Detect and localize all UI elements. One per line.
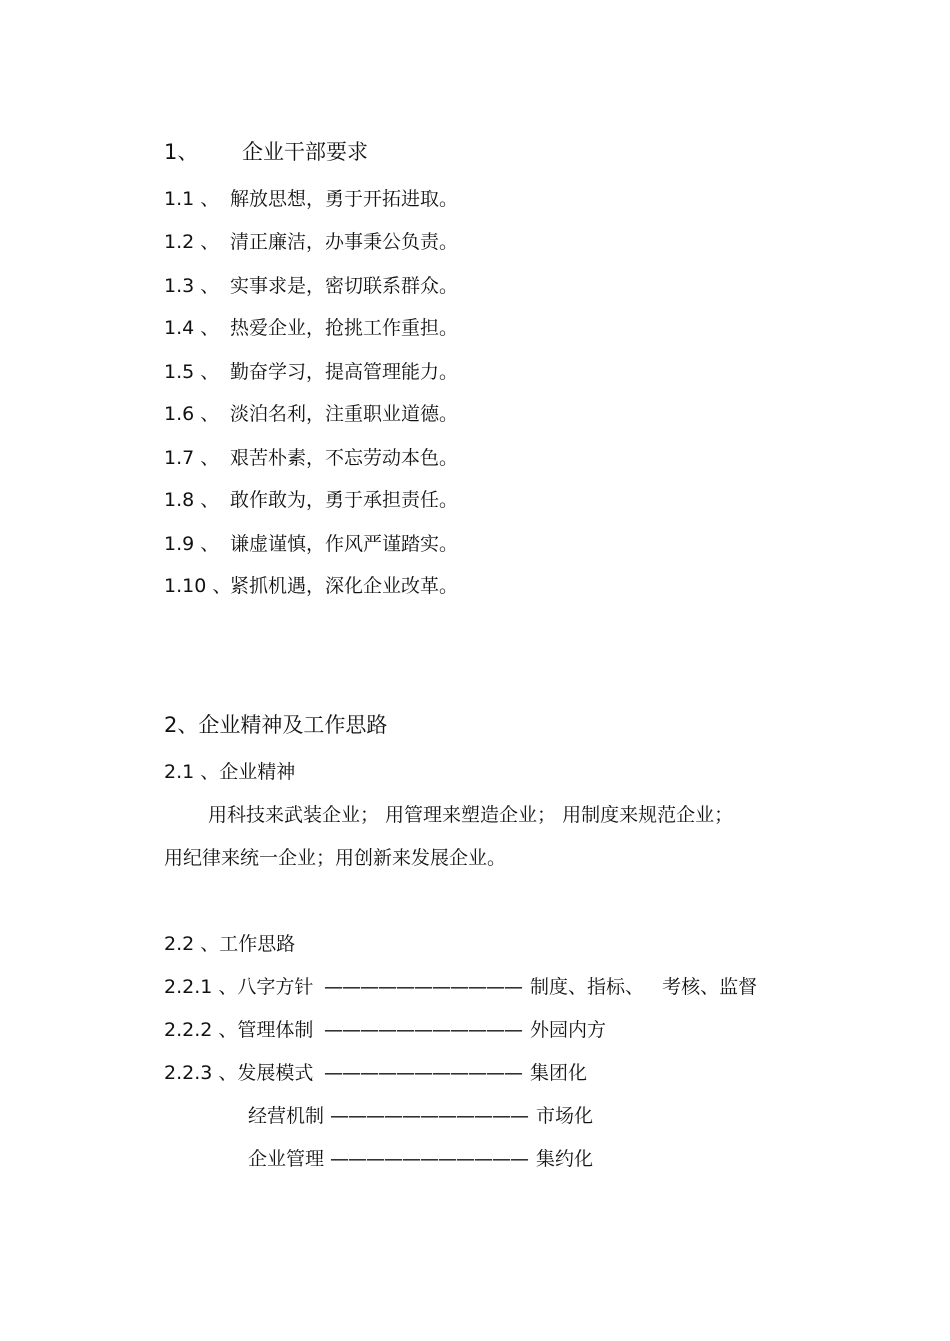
item-number: 1.10 、 [164,575,232,597]
row-dashes: ——————————— [330,1148,528,1170]
row-value: 外园内方 [530,1019,607,1041]
item-number: 1.5 、 [164,361,220,383]
row-dashes: ——————————— [324,1019,522,1041]
section-1-title: 企业干部要求 [242,140,368,164]
item-text: 淡泊名利，注重职业道德。 [230,403,459,425]
subsection-2-1-heading: 2.1 、企业精神 [164,761,296,783]
item-text: 敢作敢为，勇于承担责任。 [230,489,459,511]
item-text: 解放思想，勇于开拓进取。 [230,188,459,210]
item-text: 热爱企业，抢挑工作重担。 [230,317,459,339]
item-text: 实事求是，密切联系群众。 [230,275,459,297]
row-dashes: ——————————— [324,976,522,998]
item-number: 1.7 、 [164,447,220,469]
item-text: 谦虚谨慎，作风严谨踏实。 [230,533,459,555]
list-item [164,187,458,211]
list-item [164,574,458,598]
spirit-text-line-1: 用科技来武装企业； 用管理来塑造企业； 用制度来规范企业； [208,804,734,826]
item-number: 1.9 、 [164,533,220,555]
item-text: 清正廉洁，办事秉公负责。 [230,231,459,253]
subsection-2-2-heading: 2.2 、工作思路 [164,933,296,955]
row-label: 2.2.3 、发展模式 [164,1062,314,1084]
row-value: 集约化 [536,1148,594,1170]
thinking-row [164,1061,587,1085]
section-1-heading [164,139,368,165]
thinking-row [248,1147,593,1171]
item-text: 艰苦朴素，不忘劳动本色。 [230,447,459,469]
list-item [164,488,458,512]
spirit-text-line-2: 用纪律来统一企业；用创新来发展企业。 [164,847,507,869]
list-item [164,230,458,254]
row-dashes: ——————————— [330,1105,528,1127]
row-label: 2.2.2 、管理体制 [164,1019,314,1041]
item-number: 1.3 、 [164,275,220,297]
list-item [164,402,458,426]
row-value: 市场化 [536,1105,594,1127]
row-dashes: ——————————— [324,1062,522,1084]
row-value: 集团化 [530,1062,588,1084]
section-1-number: 1、 [164,140,199,164]
row-label: 经营机制 [248,1105,325,1127]
section-2-heading: 2、企业精神及工作思路 [164,713,388,737]
thinking-row [164,1018,606,1042]
list-item [164,532,458,556]
item-number: 1.8 、 [164,489,220,511]
item-number: 1.2 、 [164,231,220,253]
thinking-row [248,1104,593,1128]
list-item [164,360,458,384]
list-item [164,316,458,340]
item-text: 紧抓机遇，深化企业改革。 [230,575,459,597]
thinking-row [164,975,757,999]
item-number: 1.6 、 [164,403,220,425]
row-value: 制度、指标、 考核、监督 [530,976,758,998]
list-item [164,446,458,470]
list-item [164,274,458,298]
row-label: 企业管理 [248,1148,325,1170]
item-number: 1.1 、 [164,188,220,210]
item-number: 1.4 、 [164,317,220,339]
item-text: 勤奋学习，提高管理能力。 [230,361,459,383]
row-label: 2.2.1 、八字方针 [164,976,314,998]
